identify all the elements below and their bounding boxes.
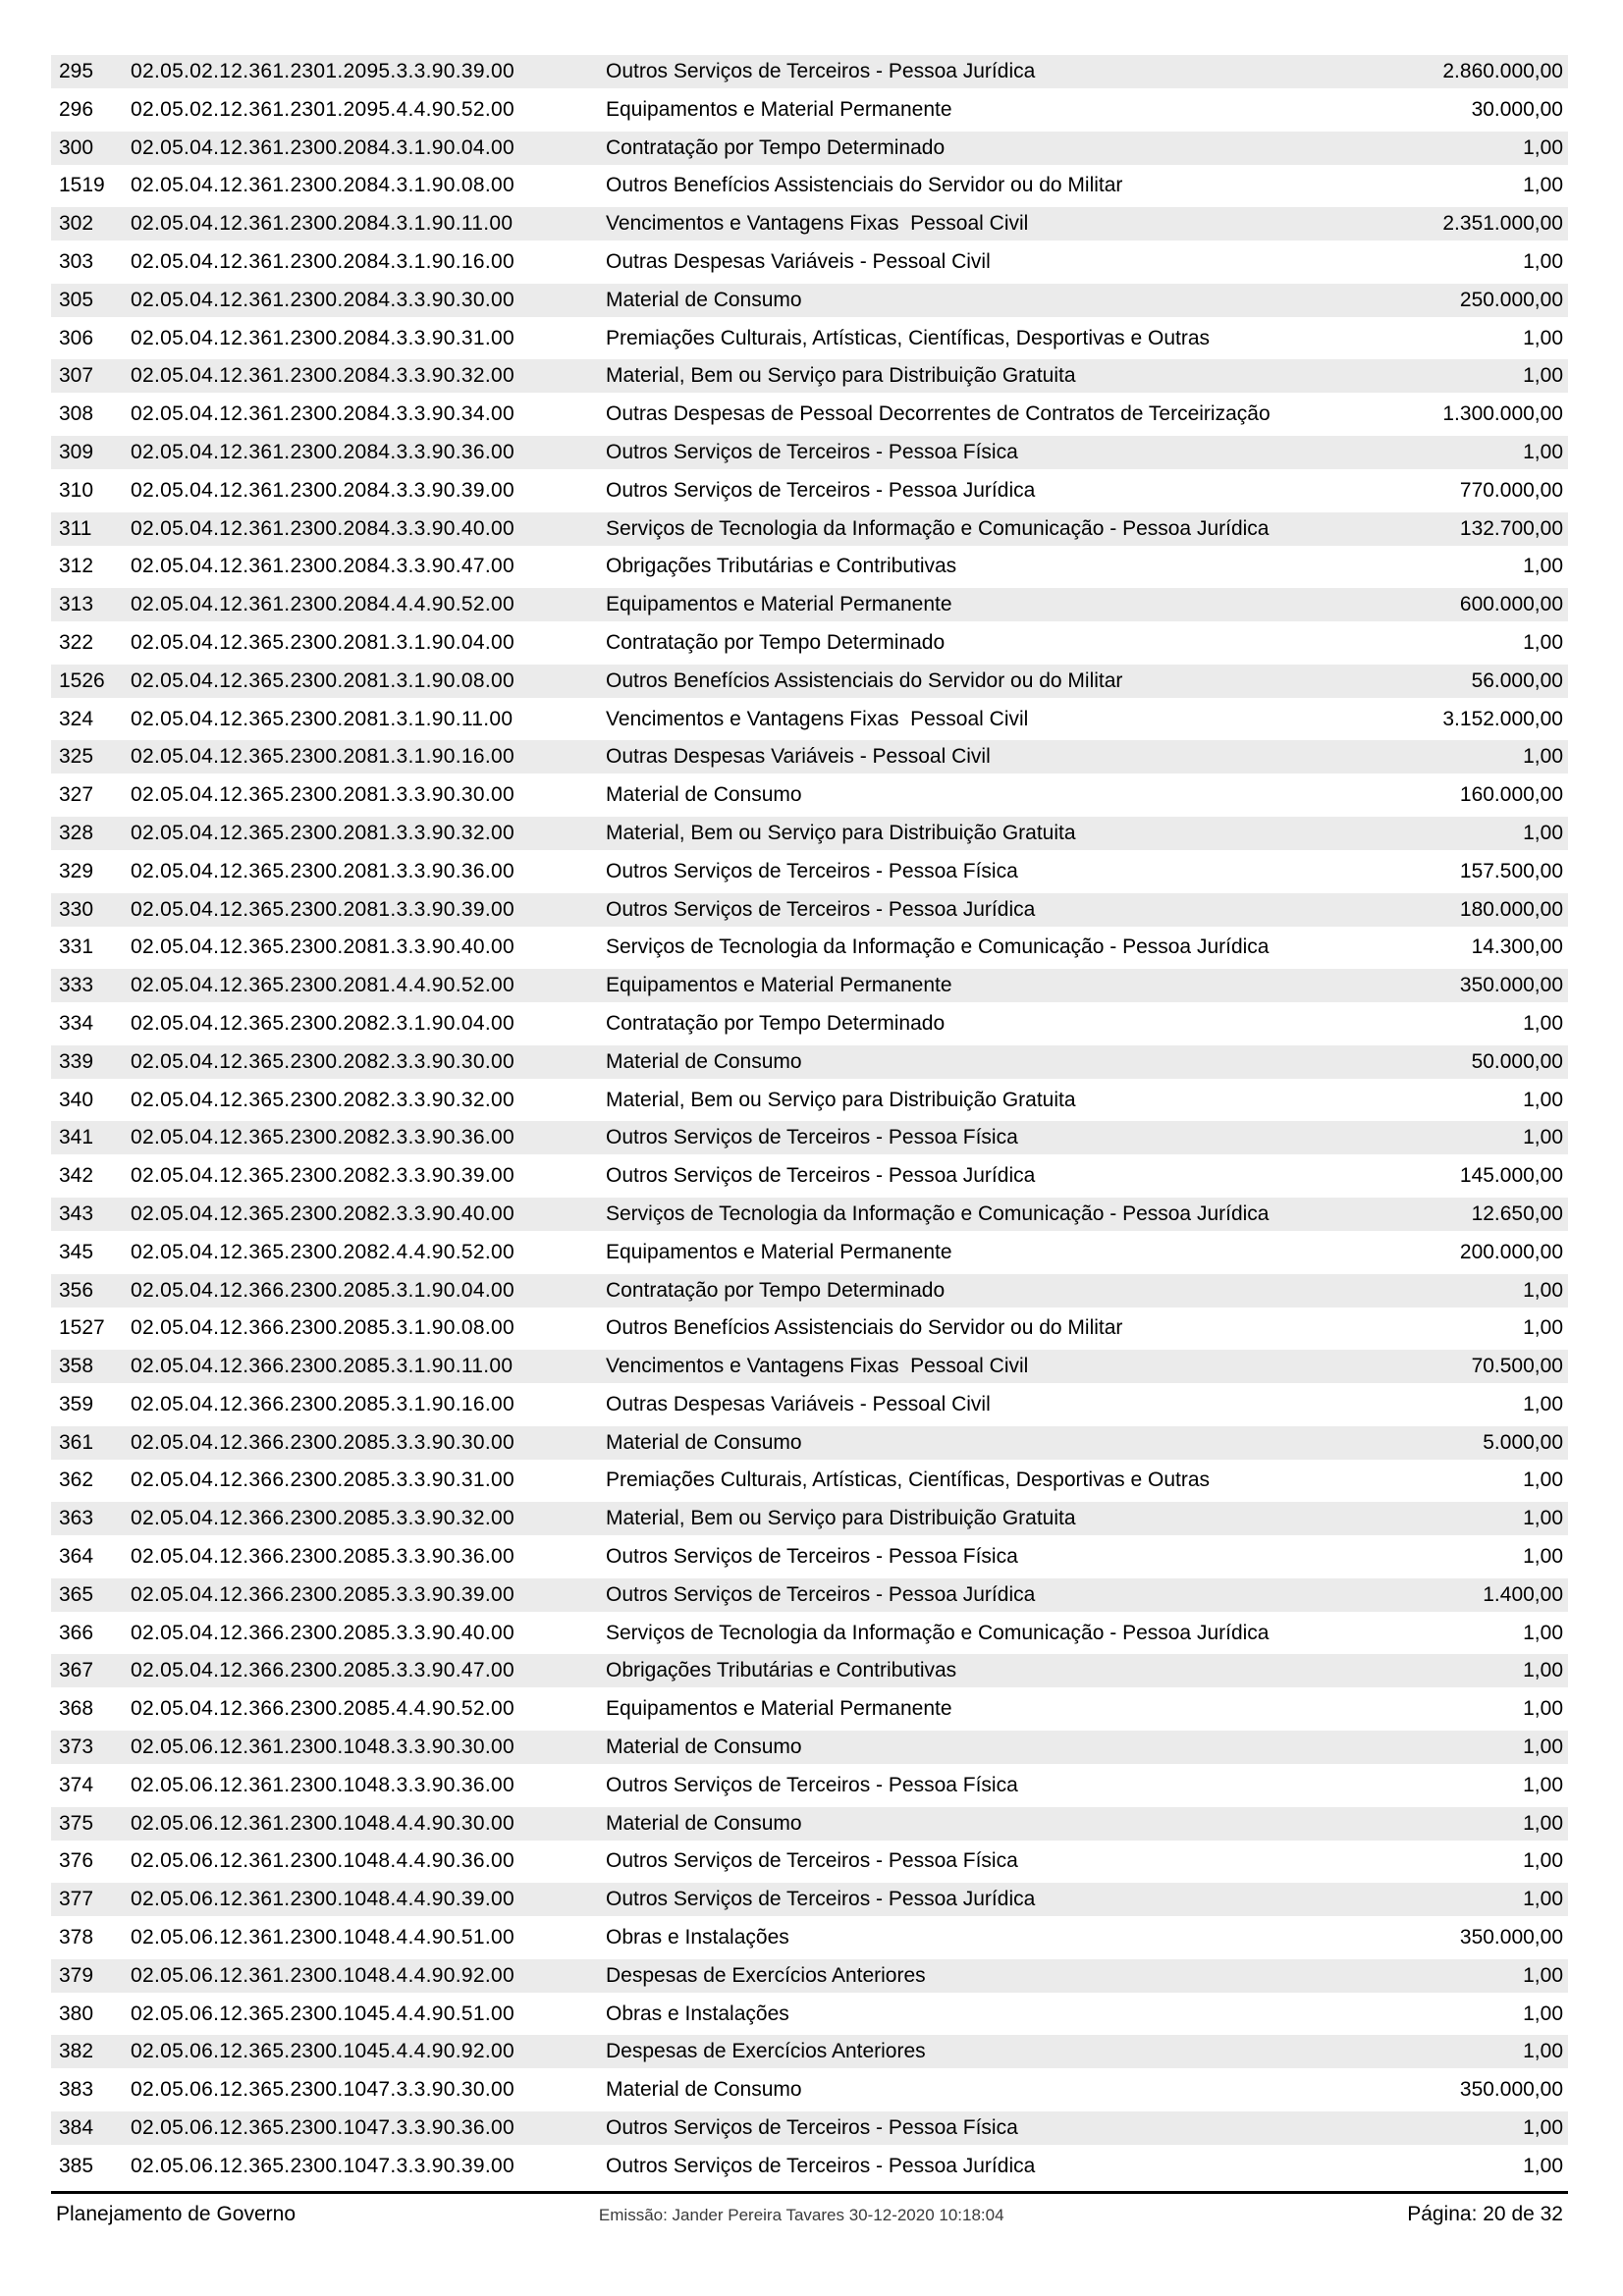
row-number-cell: 328 bbox=[59, 821, 94, 844]
budget-code-cell: 02.05.04.12.366.2300.2085.3.1.90.04.00 bbox=[131, 1278, 514, 1302]
value-cell: 12.650,00 bbox=[1471, 1201, 1563, 1225]
table-row bbox=[51, 1084, 1568, 1117]
description-cell: Outros Serviços de Terceiros - Pessoa Jurídica bbox=[606, 60, 1036, 82]
description-cell: Outros Serviços de Terceiros - Pessoa Física bbox=[606, 1545, 1018, 1569]
value-cell: 1,00 bbox=[1523, 1088, 1563, 1111]
budget-code-cell: 02.05.06.12.361.2300.1048.4.4.90.36.00 bbox=[131, 1849, 514, 1873]
budget-code-cell: 02.05.04.12.361.2300.2084.3.3.90.39.00 bbox=[131, 478, 514, 502]
table-row bbox=[51, 855, 1568, 888]
value-cell: 1,00 bbox=[1523, 364, 1563, 388]
value-cell: 1.300.000,00 bbox=[1442, 402, 1563, 426]
page-footer bbox=[51, 2203, 1568, 2232]
row-number-cell: 376 bbox=[59, 1849, 94, 1873]
row-number-cell: 306 bbox=[59, 326, 94, 349]
budget-code-cell: 02.05.04.12.365.2300.2081.3.3.90.30.00 bbox=[131, 783, 514, 807]
budget-code-cell: 02.05.04.12.365.2300.2081.3.3.90.40.00 bbox=[131, 935, 514, 959]
footer-divider bbox=[51, 2191, 1568, 2194]
row-number-cell: 358 bbox=[59, 1355, 94, 1378]
footer-report-title: Planejamento de Governo bbox=[56, 2203, 296, 2225]
row-number-cell: 345 bbox=[59, 1240, 94, 1263]
budget-code-cell: 02.05.04.12.361.2300.2084.3.3.90.31.00 bbox=[131, 326, 514, 349]
table-row bbox=[51, 1959, 1568, 1993]
budget-code-cell: 02.05.04.12.365.2300.2081.3.1.90.11.00 bbox=[131, 707, 514, 730]
value-cell: 770.000,00 bbox=[1459, 478, 1563, 502]
budget-table bbox=[51, 55, 1568, 2188]
row-number-cell: 339 bbox=[59, 1049, 94, 1073]
description-cell: Material, Bem ou Serviço para Distribuição Gratuita bbox=[606, 364, 1076, 388]
row-number-cell: 368 bbox=[59, 1697, 94, 1721]
row-number-cell: 308 bbox=[59, 402, 94, 426]
row-number-cell: 363 bbox=[59, 1507, 94, 1530]
table-row bbox=[51, 1198, 1568, 1231]
budget-code-cell: 02.05.04.12.365.2300.2081.3.3.90.36.00 bbox=[131, 859, 514, 882]
description-cell: Vencimentos e Vantagens Fixas Pessoal Civil bbox=[606, 707, 1029, 730]
budget-code-cell: 02.05.04.12.361.2300.2084.3.1.90.16.00 bbox=[131, 249, 514, 273]
table-row bbox=[51, 1769, 1568, 1802]
description-cell: Material de Consumo bbox=[606, 1049, 802, 1073]
table-row bbox=[51, 740, 1568, 774]
value-cell: 350.000,00 bbox=[1459, 974, 1563, 997]
description-cell: Outros Serviços de Terceiros - Pessoa Física bbox=[606, 1126, 1018, 1149]
budget-code-cell: 02.05.04.12.365.2300.2081.4.4.90.52.00 bbox=[131, 974, 514, 997]
table-row bbox=[51, 969, 1568, 1002]
description-cell: Outros Serviços de Terceiros - Pessoa Jurídica bbox=[606, 1164, 1036, 1188]
table-row bbox=[51, 1998, 1568, 2031]
budget-code-cell: 02.05.06.12.365.2300.1045.4.4.90.51.00 bbox=[131, 2002, 514, 2025]
table-row bbox=[51, 2035, 1568, 2068]
value-cell: 30.000,00 bbox=[1471, 97, 1563, 121]
description-cell: Material de Consumo bbox=[606, 288, 802, 311]
table-row bbox=[51, 588, 1568, 621]
description-cell: Contratação por Tempo Determinado bbox=[606, 135, 946, 159]
row-number-cell: 374 bbox=[59, 1773, 94, 1796]
value-cell: 1,00 bbox=[1523, 440, 1563, 463]
value-cell: 1,00 bbox=[1523, 1621, 1563, 1644]
footer-page-number: Página: 20 de 32 bbox=[1407, 2203, 1563, 2225]
table-row bbox=[51, 1350, 1568, 1383]
value-cell: 1,00 bbox=[1523, 821, 1563, 844]
table-row bbox=[51, 1654, 1568, 1687]
budget-code-cell: 02.05.04.12.361.2300.2084.4.4.90.52.00 bbox=[131, 593, 514, 616]
table-row bbox=[51, 1617, 1568, 1650]
row-number-cell: 383 bbox=[59, 2078, 94, 2102]
table-row bbox=[51, 474, 1568, 507]
row-number-cell: 295 bbox=[59, 60, 94, 82]
description-cell: Material de Consumo bbox=[606, 1735, 802, 1759]
description-cell: Obras e Instalações bbox=[606, 2002, 789, 2025]
table-row bbox=[51, 1159, 1568, 1193]
description-cell: Outros Benefícios Assistenciais do Servidor ou do Militar bbox=[606, 668, 1123, 692]
table-row bbox=[51, 398, 1568, 431]
budget-code-cell: 02.05.04.12.366.2300.2085.3.3.90.31.00 bbox=[131, 1468, 514, 1492]
description-cell: Outros Serviços de Terceiros - Pessoa Física bbox=[606, 1773, 1018, 1796]
table-row bbox=[51, 169, 1568, 202]
table-row bbox=[51, 778, 1568, 812]
row-number-cell: 359 bbox=[59, 1392, 94, 1415]
description-cell: Outros Serviços de Terceiros - Pessoa Física bbox=[606, 2116, 1018, 2140]
value-cell: 1,00 bbox=[1523, 1773, 1563, 1796]
table-row bbox=[51, 1121, 1568, 1154]
table-row bbox=[51, 359, 1568, 393]
value-cell: 5.000,00 bbox=[1483, 1430, 1563, 1454]
row-number-cell: 334 bbox=[59, 1011, 94, 1035]
table-row bbox=[51, 665, 1568, 698]
budget-code-cell: 02.05.04.12.365.2300.2082.3.3.90.30.00 bbox=[131, 1049, 514, 1073]
budget-code-cell: 02.05.04.12.365.2300.2081.3.3.90.32.00 bbox=[131, 821, 514, 844]
value-cell: 1,00 bbox=[1523, 1888, 1563, 1911]
value-cell: 1,00 bbox=[1523, 249, 1563, 273]
table-row bbox=[51, 1844, 1568, 1878]
row-number-cell: 1519 bbox=[59, 174, 105, 197]
table-row bbox=[51, 436, 1568, 469]
description-cell: Outras Despesas Variáveis - Pessoal Civil bbox=[606, 1392, 991, 1415]
budget-code-cell: 02.05.04.12.365.2300.2082.3.3.90.39.00 bbox=[131, 1164, 514, 1188]
row-number-cell: 322 bbox=[59, 630, 94, 654]
table-row bbox=[51, 1921, 1568, 1954]
budget-code-cell: 02.05.06.12.361.2300.1048.3.3.90.30.00 bbox=[131, 1735, 514, 1759]
description-cell: Outros Serviços de Terceiros - Pessoa Física bbox=[606, 1849, 1018, 1873]
value-cell: 1,00 bbox=[1523, 1735, 1563, 1759]
row-number-cell: 364 bbox=[59, 1545, 94, 1569]
description-cell: Serviços de Tecnologia da Informação e Comunicação - Pessoa Jurídica bbox=[606, 1201, 1270, 1225]
description-cell: Outras Despesas Variáveis - Pessoal Civil bbox=[606, 745, 991, 769]
budget-code-cell: 02.05.04.12.366.2300.2085.3.1.90.08.00 bbox=[131, 1316, 514, 1340]
row-number-cell: 310 bbox=[59, 478, 94, 502]
table-row bbox=[51, 1311, 1568, 1345]
description-cell: Outros Serviços de Terceiros - Pessoa Jurídica bbox=[606, 897, 1036, 921]
description-cell: Equipamentos e Material Permanente bbox=[606, 974, 952, 997]
budget-code-cell: 02.05.04.12.365.2300.2081.3.3.90.39.00 bbox=[131, 897, 514, 921]
row-number-cell: 367 bbox=[59, 1659, 94, 1682]
budget-code-cell: 02.05.04.12.365.2300.2082.3.3.90.32.00 bbox=[131, 1088, 514, 1111]
row-number-cell: 330 bbox=[59, 897, 94, 921]
budget-code-cell: 02.05.04.12.366.2300.2085.3.3.90.30.00 bbox=[131, 1430, 514, 1454]
budget-code-cell: 02.05.04.12.361.2300.2084.3.3.90.40.00 bbox=[131, 516, 514, 540]
value-cell: 132.700,00 bbox=[1459, 516, 1563, 540]
description-cell: Despesas de Exercícios Anteriores bbox=[606, 2040, 926, 2063]
value-cell: 1,00 bbox=[1523, 630, 1563, 654]
budget-code-cell: 02.05.04.12.366.2300.2085.3.1.90.11.00 bbox=[131, 1355, 514, 1378]
table-row bbox=[51, 1007, 1568, 1041]
value-cell: 1.400,00 bbox=[1483, 1582, 1563, 1606]
row-number-cell: 333 bbox=[59, 974, 94, 997]
value-cell: 1,00 bbox=[1523, 1392, 1563, 1415]
table-row bbox=[51, 1236, 1568, 1269]
budget-code-cell: 02.05.06.12.365.2300.1045.4.4.90.92.00 bbox=[131, 2040, 514, 2063]
row-number-cell: 362 bbox=[59, 1468, 94, 1492]
description-cell: Equipamentos e Material Permanente bbox=[606, 97, 952, 121]
table-row bbox=[51, 703, 1568, 736]
description-cell: Premiações Culturais, Artísticas, Científicas, Desportivas e Outras bbox=[606, 1468, 1211, 1492]
value-cell: 1,00 bbox=[1523, 1011, 1563, 1035]
value-cell: 1,00 bbox=[1523, 326, 1563, 349]
budget-code-cell: 02.05.02.12.361.2301.2095.4.4.90.52.00 bbox=[131, 97, 514, 121]
value-cell: 1,00 bbox=[1523, 1811, 1563, 1835]
table-row bbox=[51, 1502, 1568, 1535]
description-cell: Serviços de Tecnologia da Informação e Comunicação - Pessoa Jurídica bbox=[606, 1621, 1270, 1644]
row-number-cell: 384 bbox=[59, 2116, 94, 2140]
value-cell: 2.351.000,00 bbox=[1442, 212, 1563, 236]
table-row bbox=[51, 1692, 1568, 1726]
description-cell: Obras e Instalações bbox=[606, 1926, 789, 1949]
description-cell: Outros Benefícios Assistenciais do Servidor ou do Militar bbox=[606, 1316, 1123, 1340]
budget-code-cell: 02.05.04.12.361.2300.2084.3.3.90.34.00 bbox=[131, 402, 514, 426]
budget-code-cell: 02.05.02.12.361.2301.2095.3.3.90.39.00 bbox=[131, 60, 514, 82]
value-cell: 2.860.000,00 bbox=[1442, 60, 1563, 82]
budget-code-cell: 02.05.04.12.365.2300.2082.3.3.90.40.00 bbox=[131, 1201, 514, 1225]
table-row bbox=[51, 1540, 1568, 1574]
value-cell: 1,00 bbox=[1523, 1659, 1563, 1682]
value-cell: 1,00 bbox=[1523, 1963, 1563, 1987]
row-number-cell: 382 bbox=[59, 2040, 94, 2063]
row-number-cell: 296 bbox=[59, 97, 94, 121]
value-cell: 1,00 bbox=[1523, 1697, 1563, 1721]
budget-code-cell: 02.05.04.12.365.2300.2082.3.1.90.04.00 bbox=[131, 1011, 514, 1035]
row-number-cell: 366 bbox=[59, 1621, 94, 1644]
value-cell: 157.500,00 bbox=[1459, 859, 1563, 882]
row-number-cell: 313 bbox=[59, 593, 94, 616]
table-row bbox=[51, 1807, 1568, 1841]
budget-code-cell: 02.05.06.12.361.2300.1048.4.4.90.30.00 bbox=[131, 1811, 514, 1835]
value-cell: 350.000,00 bbox=[1459, 2078, 1563, 2102]
description-cell: Despesas de Exercícios Anteriores bbox=[606, 1963, 926, 1987]
description-cell: Serviços de Tecnologia da Informação e Comunicação - Pessoa Jurídica bbox=[606, 516, 1270, 540]
value-cell: 14.300,00 bbox=[1471, 935, 1563, 959]
description-cell: Outras Despesas Variáveis - Pessoal Civil bbox=[606, 249, 991, 273]
row-number-cell: 305 bbox=[59, 288, 94, 311]
table-row bbox=[51, 55, 1568, 88]
table-row bbox=[51, 1426, 1568, 1460]
description-cell: Outros Serviços de Terceiros - Pessoa Jurídica bbox=[606, 2154, 1036, 2177]
budget-code-cell: 02.05.04.12.366.2300.2085.3.3.90.36.00 bbox=[131, 1545, 514, 1569]
budget-code-cell: 02.05.04.12.366.2300.2085.3.3.90.47.00 bbox=[131, 1659, 514, 1682]
budget-code-cell: 02.05.04.12.365.2300.2081.3.1.90.16.00 bbox=[131, 745, 514, 769]
description-cell: Outros Serviços de Terceiros - Pessoa Jurídica bbox=[606, 1888, 1036, 1911]
value-cell: 1,00 bbox=[1523, 174, 1563, 197]
description-cell: Equipamentos e Material Permanente bbox=[606, 1240, 952, 1263]
row-number-cell: 307 bbox=[59, 364, 94, 388]
budget-code-cell: 02.05.04.12.361.2300.2084.3.1.90.08.00 bbox=[131, 174, 514, 197]
value-cell: 70.500,00 bbox=[1471, 1355, 1563, 1378]
budget-code-cell: 02.05.04.12.365.2300.2081.3.1.90.08.00 bbox=[131, 668, 514, 692]
row-number-cell: 385 bbox=[59, 2154, 94, 2177]
table-row bbox=[51, 512, 1568, 546]
value-cell: 1,00 bbox=[1523, 1545, 1563, 1569]
description-cell: Contratação por Tempo Determinado bbox=[606, 1011, 946, 1035]
table-row bbox=[51, 550, 1568, 583]
table-row bbox=[51, 931, 1568, 964]
value-cell: 1,00 bbox=[1523, 1278, 1563, 1302]
row-number-cell: 343 bbox=[59, 1201, 94, 1225]
table-row bbox=[51, 817, 1568, 850]
row-number-cell: 329 bbox=[59, 859, 94, 882]
description-cell: Material de Consumo bbox=[606, 1811, 802, 1835]
description-cell: Outras Despesas de Pessoal Decorrentes de Contratos de Terceirização bbox=[606, 402, 1271, 426]
description-cell: Material, Bem ou Serviço para Distribuição Gratuita bbox=[606, 1507, 1076, 1530]
table-row bbox=[51, 1388, 1568, 1421]
budget-code-cell: 02.05.04.12.365.2300.2082.4.4.90.52.00 bbox=[131, 1240, 514, 1263]
description-cell: Outros Serviços de Terceiros - Pessoa Física bbox=[606, 859, 1018, 882]
budget-code-cell: 02.05.04.12.361.2300.2084.3.3.90.32.00 bbox=[131, 364, 514, 388]
table-row bbox=[51, 1883, 1568, 1916]
description-cell: Premiações Culturais, Artísticas, Científicas, Desportivas e Outras bbox=[606, 326, 1211, 349]
row-number-cell: 1526 bbox=[59, 668, 105, 692]
description-cell: Equipamentos e Material Permanente bbox=[606, 1697, 952, 1721]
table-row bbox=[51, 2073, 1568, 2107]
description-cell: Outros Benefícios Assistenciais do Servidor ou do Militar bbox=[606, 174, 1123, 197]
value-cell: 1,00 bbox=[1523, 2040, 1563, 2063]
budget-code-cell: 02.05.04.12.361.2300.2084.3.3.90.30.00 bbox=[131, 288, 514, 311]
table-row bbox=[51, 626, 1568, 660]
value-cell: 1,00 bbox=[1523, 1849, 1563, 1873]
row-number-cell: 365 bbox=[59, 1582, 94, 1606]
table-row bbox=[51, 1731, 1568, 1764]
row-number-cell: 325 bbox=[59, 745, 94, 769]
value-cell: 1,00 bbox=[1523, 135, 1563, 159]
description-cell: Material de Consumo bbox=[606, 783, 802, 807]
value-cell: 600.000,00 bbox=[1459, 593, 1563, 616]
row-number-cell: 375 bbox=[59, 1811, 94, 1835]
value-cell: 1,00 bbox=[1523, 745, 1563, 769]
table-row bbox=[51, 1045, 1568, 1079]
budget-code-cell: 02.05.04.12.361.2300.2084.3.1.90.11.00 bbox=[131, 212, 514, 236]
budget-code-cell: 02.05.04.12.361.2300.2084.3.3.90.47.00 bbox=[131, 555, 514, 578]
budget-code-cell: 02.05.06.12.361.2300.1048.4.4.90.51.00 bbox=[131, 1926, 514, 1949]
row-number-cell: 331 bbox=[59, 935, 94, 959]
row-number-cell: 324 bbox=[59, 707, 94, 730]
description-cell: Contratação por Tempo Determinado bbox=[606, 1278, 946, 1302]
row-number-cell: 361 bbox=[59, 1430, 94, 1454]
row-number-cell: 373 bbox=[59, 1735, 94, 1759]
footer-emission-info: Emissão: Jander Pereira Tavares 30-12-2020 10:18:04 bbox=[598, 2206, 1004, 2224]
row-number-cell: 356 bbox=[59, 1278, 94, 1302]
row-number-cell: 377 bbox=[59, 1888, 94, 1911]
value-cell: 350.000,00 bbox=[1459, 1926, 1563, 1949]
description-cell: Outros Serviços de Terceiros - Pessoa Física bbox=[606, 440, 1018, 463]
row-number-cell: 342 bbox=[59, 1164, 94, 1188]
description-cell: Material de Consumo bbox=[606, 2078, 802, 2102]
row-number-cell: 378 bbox=[59, 1926, 94, 1949]
row-number-cell: 300 bbox=[59, 135, 94, 159]
table-row bbox=[51, 284, 1568, 317]
table-row bbox=[51, 1464, 1568, 1497]
row-number-cell: 327 bbox=[59, 783, 94, 807]
table-row bbox=[51, 1274, 1568, 1308]
table-row bbox=[51, 893, 1568, 927]
row-number-cell: 379 bbox=[59, 1963, 94, 1987]
description-cell: Outros Serviços de Terceiros - Pessoa Jurídica bbox=[606, 1582, 1036, 1606]
value-cell: 200.000,00 bbox=[1459, 1240, 1563, 1263]
table-row bbox=[51, 132, 1568, 165]
row-number-cell: 309 bbox=[59, 440, 94, 463]
budget-code-cell: 02.05.06.12.361.2300.1048.4.4.90.92.00 bbox=[131, 1963, 514, 1987]
row-number-cell: 1527 bbox=[59, 1316, 105, 1340]
table-row bbox=[51, 1578, 1568, 1612]
value-cell: 145.000,00 bbox=[1459, 1164, 1563, 1188]
description-cell: Serviços de Tecnologia da Informação e Comunicação - Pessoa Jurídica bbox=[606, 935, 1270, 959]
description-cell: Material, Bem ou Serviço para Distribuição Gratuita bbox=[606, 1088, 1076, 1111]
value-cell: 160.000,00 bbox=[1459, 783, 1563, 807]
description-cell: Contratação por Tempo Determinado bbox=[606, 630, 946, 654]
row-number-cell: 380 bbox=[59, 2002, 94, 2025]
value-cell: 50.000,00 bbox=[1471, 1049, 1563, 1073]
value-cell: 250.000,00 bbox=[1459, 288, 1563, 311]
value-cell: 1,00 bbox=[1523, 1316, 1563, 1340]
value-cell: 1,00 bbox=[1523, 1126, 1563, 1149]
value-cell: 180.000,00 bbox=[1459, 897, 1563, 921]
value-cell: 1,00 bbox=[1523, 2002, 1563, 2025]
value-cell: 3.152.000,00 bbox=[1442, 707, 1563, 730]
budget-code-cell: 02.05.04.12.361.2300.2084.3.1.90.04.00 bbox=[131, 135, 514, 159]
description-cell: Material, Bem ou Serviço para Distribuição Gratuita bbox=[606, 821, 1076, 844]
budget-code-cell: 02.05.04.12.366.2300.2085.3.3.90.32.00 bbox=[131, 1507, 514, 1530]
value-cell: 1,00 bbox=[1523, 1468, 1563, 1492]
value-cell: 1,00 bbox=[1523, 2154, 1563, 2177]
table-row bbox=[51, 245, 1568, 279]
value-cell: 56.000,00 bbox=[1471, 668, 1563, 692]
value-cell: 1,00 bbox=[1523, 2116, 1563, 2140]
description-cell: Obrigações Tributárias e Contributivas bbox=[606, 1659, 957, 1682]
row-number-cell: 312 bbox=[59, 555, 94, 578]
budget-code-cell: 02.05.06.12.361.2300.1048.3.3.90.36.00 bbox=[131, 1773, 514, 1796]
budget-code-cell: 02.05.06.12.365.2300.1047.3.3.90.39.00 bbox=[131, 2154, 514, 2177]
description-cell: Material de Consumo bbox=[606, 1430, 802, 1454]
budget-code-cell: 02.05.06.12.361.2300.1048.4.4.90.39.00 bbox=[131, 1888, 514, 1911]
row-number-cell: 302 bbox=[59, 212, 94, 236]
row-number-cell: 340 bbox=[59, 1088, 94, 1111]
row-number-cell: 311 bbox=[59, 516, 92, 540]
value-cell: 1,00 bbox=[1523, 555, 1563, 578]
description-cell: Vencimentos e Vantagens Fixas Pessoal Civil bbox=[606, 212, 1029, 236]
budget-code-cell: 02.05.04.12.365.2300.2081.3.1.90.04.00 bbox=[131, 630, 514, 654]
budget-code-cell: 02.05.04.12.366.2300.2085.4.4.90.52.00 bbox=[131, 1697, 514, 1721]
description-cell: Equipamentos e Material Permanente bbox=[606, 593, 952, 616]
description-cell: Outros Serviços de Terceiros - Pessoa Jurídica bbox=[606, 478, 1036, 502]
budget-code-cell: 02.05.04.12.366.2300.2085.3.3.90.39.00 bbox=[131, 1582, 514, 1606]
row-number-cell: 341 bbox=[59, 1126, 94, 1149]
row-number-cell: 303 bbox=[59, 249, 94, 273]
budget-code-cell: 02.05.04.12.366.2300.2085.3.1.90.16.00 bbox=[131, 1392, 514, 1415]
budget-code-cell: 02.05.04.12.361.2300.2084.3.3.90.36.00 bbox=[131, 440, 514, 463]
budget-code-cell: 02.05.04.12.366.2300.2085.3.3.90.40.00 bbox=[131, 1621, 514, 1644]
budget-code-cell: 02.05.06.12.365.2300.1047.3.3.90.30.00 bbox=[131, 2078, 514, 2102]
budget-code-cell: 02.05.06.12.365.2300.1047.3.3.90.36.00 bbox=[131, 2116, 514, 2140]
table-row bbox=[51, 2150, 1568, 2183]
description-cell: Obrigações Tributárias e Contributivas bbox=[606, 555, 957, 578]
table-row bbox=[51, 207, 1568, 240]
description-cell: Vencimentos e Vantagens Fixas Pessoal Civil bbox=[606, 1355, 1029, 1378]
value-cell: 1,00 bbox=[1523, 1507, 1563, 1530]
table-row bbox=[51, 322, 1568, 355]
table-row bbox=[51, 2111, 1568, 2145]
budget-code-cell: 02.05.04.12.365.2300.2082.3.3.90.36.00 bbox=[131, 1126, 514, 1149]
table-row bbox=[51, 93, 1568, 127]
